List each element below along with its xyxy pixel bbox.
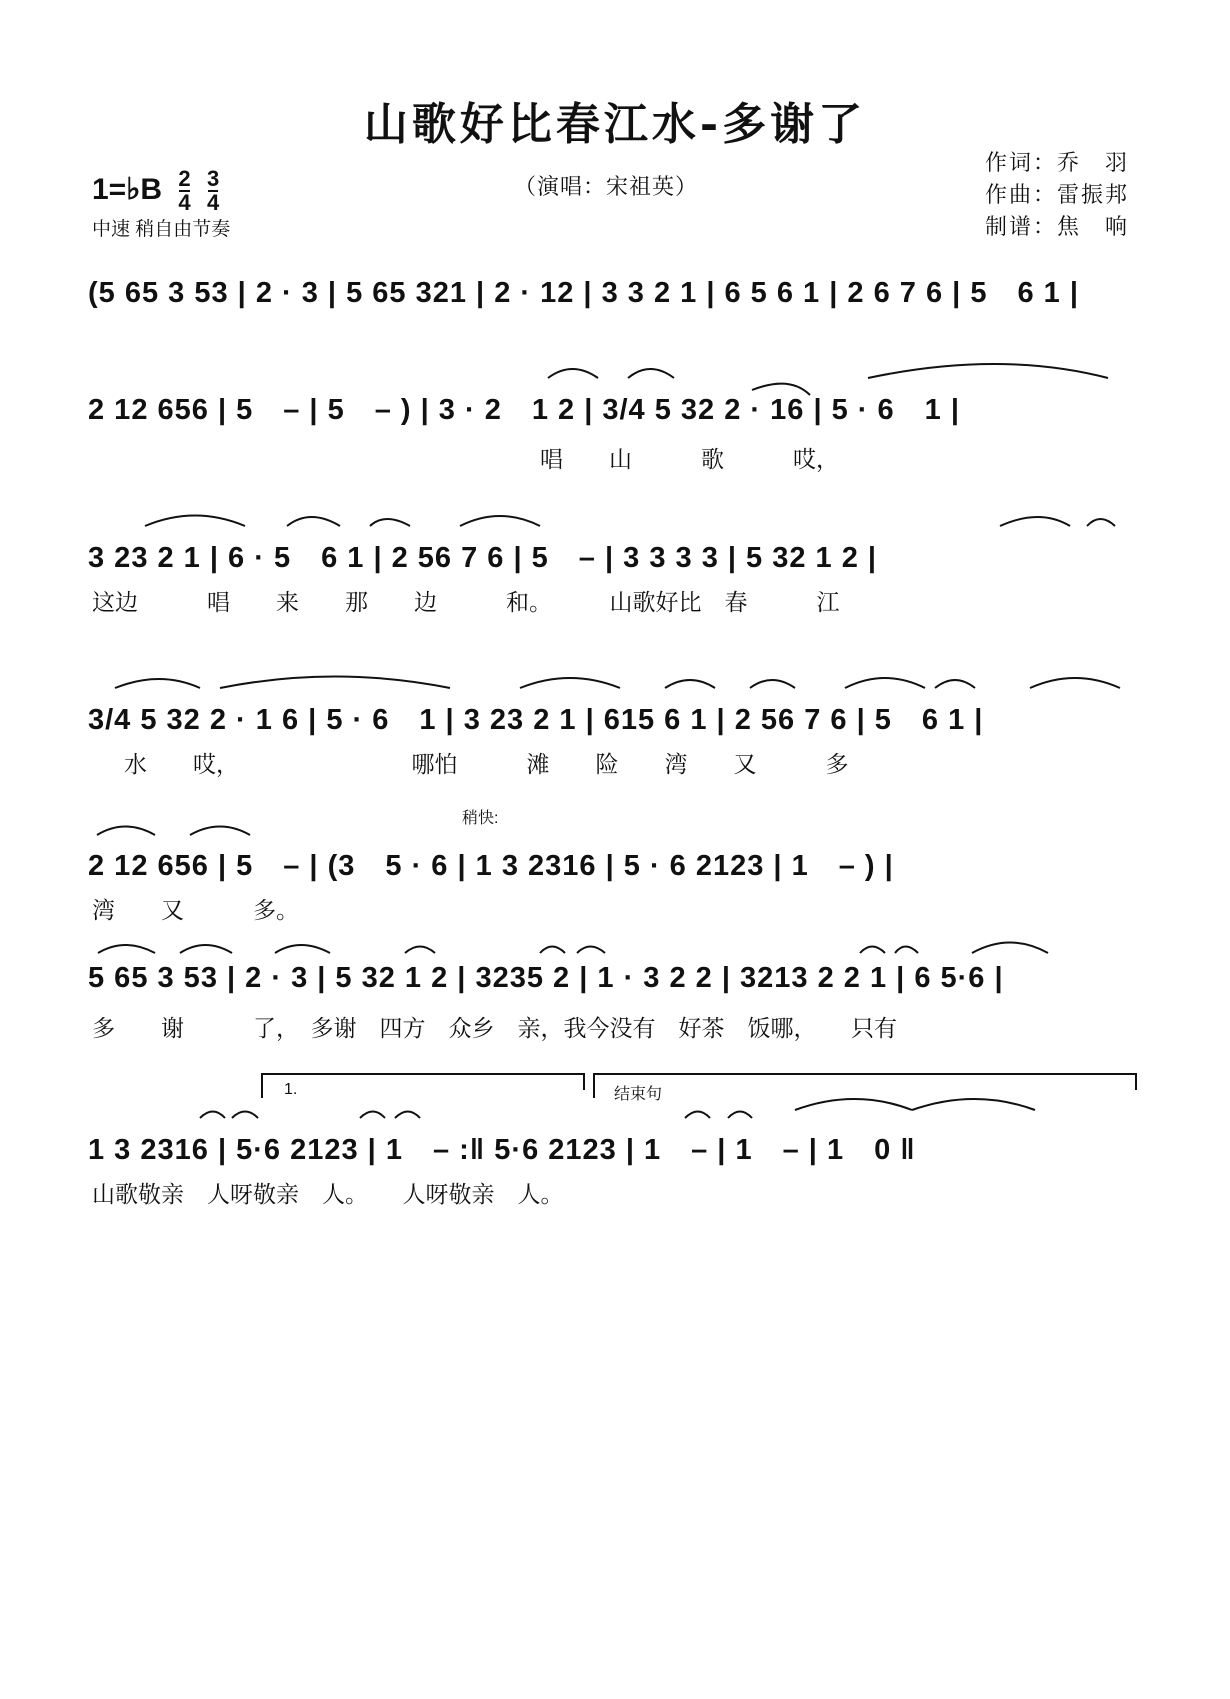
slur	[845, 678, 925, 688]
slur	[360, 1112, 385, 1119]
time-signature-2: $\frac{3}{4}$	[206, 166, 220, 215]
slur	[1000, 517, 1070, 526]
slur	[115, 679, 200, 688]
coda-label: 结束句	[614, 1086, 663, 1103]
slur	[540, 947, 565, 954]
slur	[220, 677, 450, 689]
first-ending-bracket	[262, 1074, 584, 1098]
slur	[548, 369, 598, 378]
slur	[287, 517, 340, 526]
slur	[275, 945, 330, 953]
key-label: 1=♭B	[92, 172, 163, 206]
lyrics-row-7: 山歌敬亲 人呀敬亲 人。 人呀敬亲 人。	[92, 1182, 564, 1208]
slur	[628, 369, 674, 378]
slur	[1030, 678, 1120, 688]
lyrics-row-5: 湾 又 多。	[92, 898, 299, 924]
notation-row-5: 2 12 656 | 5 – | (3 5 · 6 | 1 3 2316 | 5 · 6 2123 | 1 – ) |	[88, 850, 894, 882]
slur	[1087, 519, 1115, 526]
composer-credit: 作曲：雷振邦	[985, 183, 1130, 208]
slur	[395, 1112, 420, 1119]
slur	[750, 680, 795, 688]
slur	[520, 678, 620, 688]
slur	[895, 947, 918, 954]
notation-row-4: 3/4 5 32 2 · 1 6 | 5 · 6 1 | 3 23 2 1 | 615 6 1 | 2 56 7 6 | 5 6 1 |	[88, 704, 984, 736]
slur	[145, 516, 245, 527]
slur	[752, 384, 810, 395]
tempo-marking: 中速 稍自由节奏	[92, 219, 231, 240]
slur	[232, 1112, 258, 1119]
slur	[370, 519, 410, 526]
slur	[795, 1099, 912, 1110]
transcriber-credit: 制谱：焦 响	[985, 215, 1130, 240]
song-title: 山歌好比春江水-多谢了	[363, 99, 867, 150]
tempo-change-marking: 稍快:	[462, 810, 499, 827]
slur	[98, 945, 155, 953]
slur	[972, 943, 1048, 954]
lyrics-row-6: 多 谢 了， 多谢 四方 众乡 亲，我今没有 好茶 饭哪， 只有	[92, 1016, 897, 1042]
slur	[728, 1112, 752, 1119]
slur	[860, 947, 885, 954]
slur	[577, 947, 605, 954]
notation-row-3: 3 23 2 1 | 6 · 5 6 1 | 2 56 7 6 | 5 – | 3 3 3 3 | 5 32 1 2 |	[88, 542, 878, 574]
first-ending-label: 1.	[284, 1081, 298, 1098]
volta-brackets	[262, 1074, 1136, 1098]
notation-row-2: 2 12 656 | 5 – | 5 – ) | 3 · 2 1 2 | 3/4 5 32 2 · 16 | 5 · 6 1 |	[88, 394, 960, 426]
coda-bracket	[594, 1074, 1136, 1098]
slur	[912, 1099, 1035, 1110]
time-signature-1: $\frac{2}{4}$	[178, 166, 191, 215]
slur	[868, 364, 1108, 378]
slurs	[97, 364, 1120, 1118]
slur	[180, 945, 232, 953]
slur	[935, 680, 975, 688]
slur	[190, 827, 250, 836]
slur	[97, 827, 155, 836]
slur	[405, 947, 435, 954]
notation-row-1: (5 65 3 53 | 2 · 3 | 5 65 321 | 2 · 12 | 3 3 2 1 | 6 5 6 1 | 2 6 7 6 | 5 6 1 |	[88, 277, 1079, 309]
lyrics-row-4: 水 哎， 哪怕 滩 险 湾 又 多	[124, 752, 849, 778]
slur	[665, 680, 715, 688]
singer-credit: （演唱：宋祖英）	[514, 175, 699, 200]
slur	[685, 1112, 710, 1119]
notation-row-7: 1 3 2316 | 5·6 2123 | 1 – :‖ 5·6 2123 | 1 – | 1 – | 1 0 ‖	[88, 1134, 916, 1166]
slur	[200, 1112, 225, 1119]
lyricist-credit: 作词：乔 羽	[985, 151, 1130, 176]
notation-row-6: 5 65 3 53 | 2 · 3 | 5 32 1 2 | 3235 2 | 1 · 3 2 2 | 3213 2 2 1 | 6 5·6 |	[88, 962, 1004, 994]
lyrics-row-2: 唱 山 歌 哎，	[540, 447, 839, 473]
slur	[460, 516, 540, 526]
lyrics-row-3: 这边 唱 来 那 边 和。 山歌好比 春 江	[92, 590, 840, 616]
